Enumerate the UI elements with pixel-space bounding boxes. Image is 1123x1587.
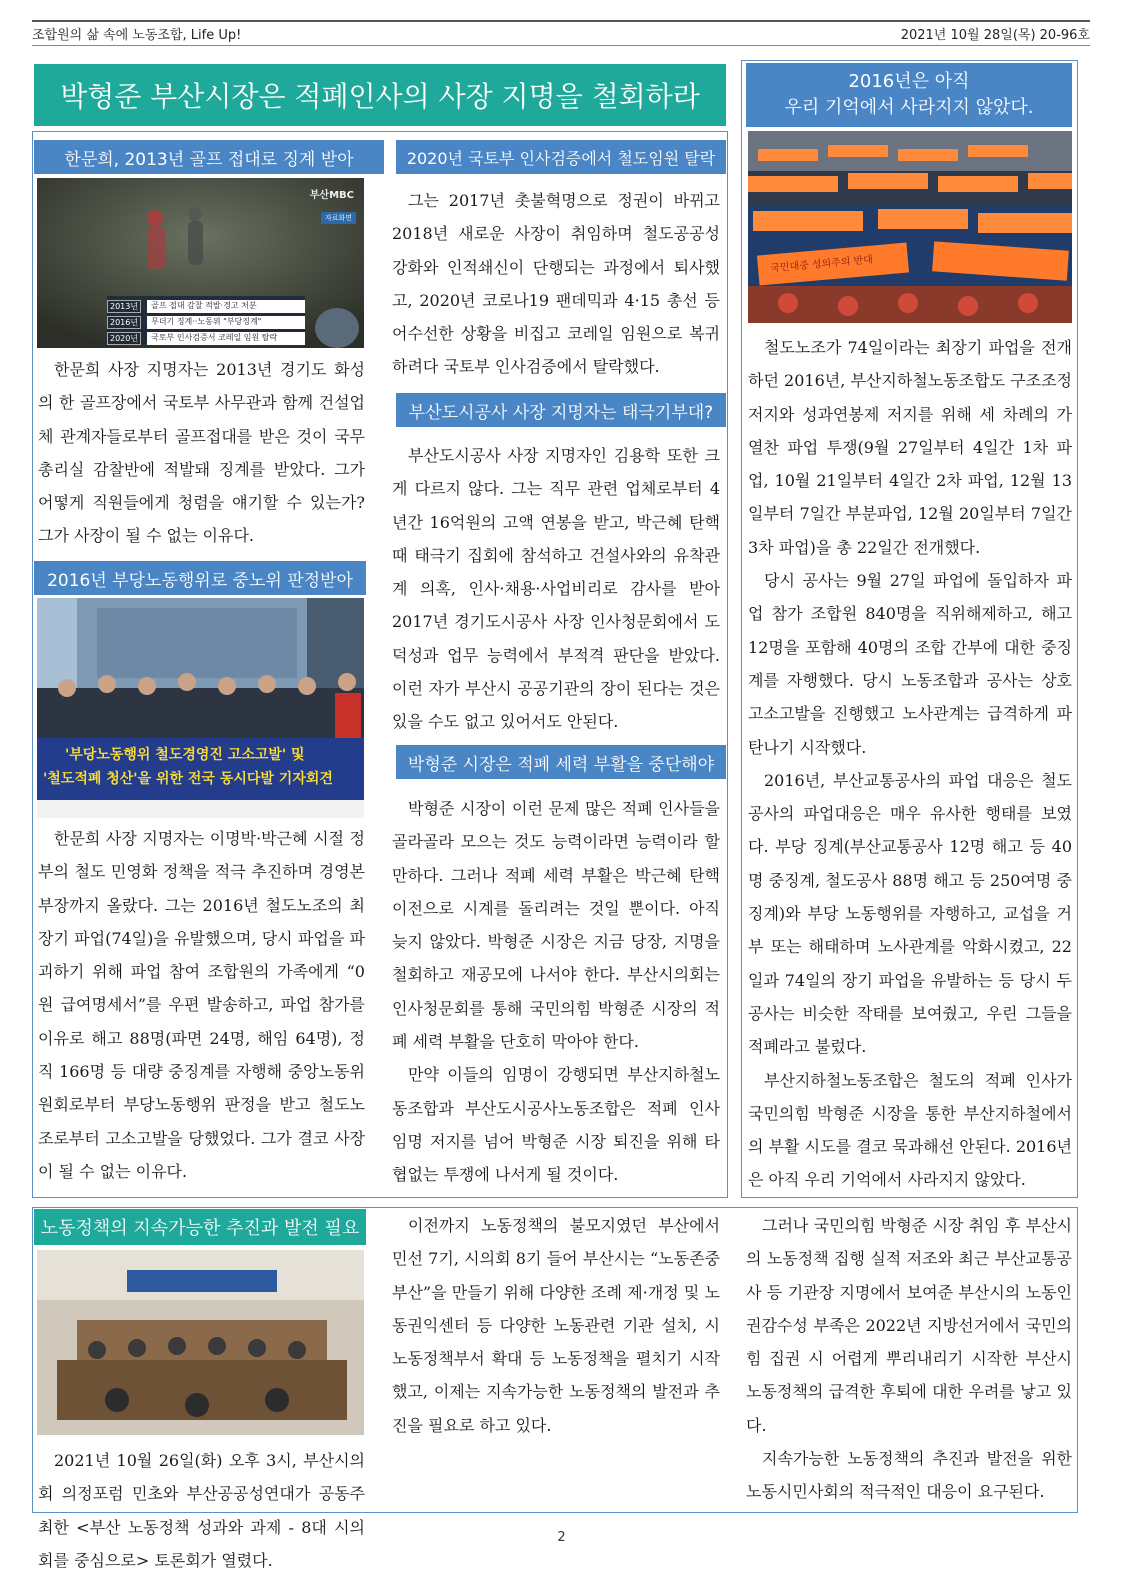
col2-article-urban-corp xyxy=(392,439,720,739)
paragraph: 부산도시공사 사장 지명자인 김용학 또한 크게 다르지 않다. 그는 직무 관련 업체로부터 4년간 16억원의 고액 연봉을 받고, 박근혜 탄핵 때 태극기 집회에 참석하고 건설사와의 유착관계 의혹, 인사·채용·사업비리로 감사를 받아 2017년 경기도시공사 사장 인사청문회에서 도덕성과 업무 능력에서 부적격 판단을 받았다. 이런 자가 부산시 공공기관의 장이 된다는 것은 있을 수도 없고 있어서도 안된다. xyxy=(392,446,720,732)
paragraph: 그러나 국민의힘 박형준 시장 취임 후 부산시의 노동정책 집행 실적 저조와 최근 부산교통공사 등 기관장 지명에서 보여준 부산시의 노동인권감수성 부족은 2022년 지방선거에서 국민의 힘 집권 시 어렵게 뿌리내리기 시작한 부산시 노동정책의 급격한 후퇴에 대한 우려를 낳고 있다. xyxy=(746,1216,1072,1435)
paragraph: 2021년 10월 26일(화) 오후 3시, 부산시의회 의정포럼 민초와 부산공공성연대가 공동주최한 <부산 노동정책 성과와 과제 - 8대 시의회를 중심으로> 토론회가 열렸다. xyxy=(38,1451,365,1570)
header-slogan: 조합원의 삶 속에 노동조합, Life Up! xyxy=(32,27,242,43)
caption-text: 골프 접대 감찰 적발·경고 처분 xyxy=(147,300,305,313)
col1-article-unfair-labor xyxy=(38,822,365,1188)
header-bottom-rule xyxy=(32,45,1090,46)
forum-photo xyxy=(37,1250,364,1435)
paragraph: 만약 이들의 임명이 강행되면 부산지하철노동조합과 부산도시공사노동조합은 적폐 인사 임명 저지를 넘어 박형준 시장 퇴진을 위해 타협없는 투쟁에 나서게 될 것이다. xyxy=(392,1065,720,1185)
bottom-heading-labor-policy: 노동정책의 지속가능한 추진과 발전 필요 xyxy=(34,1209,366,1245)
col3-heading-2016 xyxy=(746,63,1072,127)
bottom-article-col2 xyxy=(392,1209,720,1509)
caption-text: 국토부 인사검증서 코레일 임원 탈락 xyxy=(147,332,305,345)
press-conference-photo xyxy=(37,598,364,818)
paragraph: 박형준 시장이 이런 문제 많은 적폐 인사들을 골라골라 모으는 것도 능력이라면 능력이라 할 만하다. 그러나 적폐 세력 부활은 박근혜 탄핵 이전으로 시계를 돌리려는 것일 뿐이다. 아직 늦지 않았다. 박형준 시장은 지금 당장, 지명을 철회하고 재공모에 나서야 한다. 부산시의회는 인사청문회를 통해 국민의힘 박형준 시장의 적폐 세력 부활을 단호히 막아야 한다. xyxy=(392,799,720,1052)
mbc-logo: 부산MBC xyxy=(309,190,354,201)
header-issue-date: 2021년 10월 28일(목) 20-96호 xyxy=(900,27,1090,43)
caption-row xyxy=(107,300,305,313)
paragraph: 2016년, 부산교통공사의 파업 대응은 철도공사의 파업대응은 매우 유사한 행태를 보였다. 부당 징계(부산교통공사 12명 해고 등 40명 중징계, 철도공사 88명 해고 등 250여명 중징계)와 부당 노동행위를 자행하고, 교섭을 거부 또는 해태하며 노사관계를 악화시켰고, 22일과 74일의 장기 파업을 유발하는 등 당시 두 공사는 비슷한 작태를 보여줬고, 우린 그들을 적폐라고 불렀다. xyxy=(748,770,1072,1057)
paragraph: 한문희 사장 지명자는 이명박·박근혜 시절 정부의 철도 민영화 정책을 적극 추진하며 경영본부장까지 올랐다. 그는 2016년 철도노조의 최장기 파업(74일)을 유발했으며, 당시 파업을 파괴하기 위해 파업 참여 조합원의 가족에게 “0원 급여명세서”를 우편 발송하고, 파업 참가를 이유로 해고 88명(파면 24명, 해임 64명), 정직 166명 등 대량 중징계를 자행해 중앙노동위원회로부터 부당노동행위 판정을 받고 철도노조로부터 고소고발을 당했었다. 그가 결코 사장이 될 수 없는 이유다. xyxy=(38,829,365,1181)
col3-heading-line-1: 2016년은 아직 xyxy=(848,71,970,92)
caption-row xyxy=(107,316,305,329)
banner-line-2: '철도적폐 청산'을 위한 전국 동시다발 기자회견 xyxy=(43,771,333,787)
col1-heading-golf: 한문희, 2013년 골프 접대로 징계 받아 xyxy=(34,140,384,174)
bottom-article-col1 xyxy=(38,1444,365,1570)
col2-article-stop-revival xyxy=(392,792,720,1192)
paragraph: 부산지하철노동조합은 철도의 적폐 인사가 국민의힘 박형준 시장을 통한 부산지하철에서의 부활 시도를 결코 묵과해선 안된다. 2016년은 아직 우리 기억에서 사라지지 않았다. xyxy=(748,1070,1072,1190)
caption-text: 무더기 징계··노동위 "부당징계" xyxy=(147,316,305,329)
archive-tag: 자료화면 xyxy=(321,212,356,224)
paragraph: 철도노조가 74일이라는 최장기 파업을 전개하던 2016년, 부산지하철노동조합도 구조조정 저지와 성과연봉제 저지를 위해 세 차례의 가열찬 파업 투쟁(9월 27일부터 4일간 1차 파업, 10월 21일부터 4일간 2차 파업, 12월 13일부터 7일간 부분파업, 12월 20일부터 7일간 3차 파업)을 총 22일간 전개했다. xyxy=(748,338,1072,557)
col2-article-verification xyxy=(392,184,720,384)
paragraph: 지속가능한 노동정책의 추진과 발전을 위한 노동시민사회의 적극적인 대응이 요구된다. xyxy=(746,1449,1072,1502)
col3-heading-line-2: 우리 기억에서 사라지지 않았다. xyxy=(784,97,1034,118)
col1-heading-unfair-labor: 2016년 부당노동행위로 중노위 판정받아 xyxy=(34,561,366,595)
caption-year: 2020년 xyxy=(107,332,141,345)
col2-heading-urban-corp: 부산도시공사 사장 지명자는 태극기부대? xyxy=(396,393,726,427)
strike-rally-photo xyxy=(748,131,1072,323)
strike-rally-image xyxy=(748,131,1072,323)
caption-year: 2016년 xyxy=(107,316,141,329)
col2-heading-verification: 2020년 국토부 인사검증에서 철도임원 탈락 xyxy=(396,140,726,174)
rally-banner-text: 국민대중 성의주의 반대 xyxy=(769,254,874,275)
col3-article-2016 xyxy=(748,331,1072,1197)
caption-row xyxy=(107,332,305,345)
paragraph: 당시 공사는 9월 27일 파업에 돌입하자 파업 참가 조합원 840명을 직위해제하고, 해고 12명을 포함해 40명의 조합 간부에 대한 중징계를 자행했다. 당시 노동조합과 공사는 상호 고소고발을 진행했고 노사관계는 급격하게 파탄나기 시작했다. xyxy=(748,571,1072,757)
banner-line-1: '부당노동행위 철도경영진 고소고발' 및 xyxy=(65,747,305,763)
forum-meeting-image xyxy=(37,1250,364,1435)
newsletter-header xyxy=(32,22,1090,44)
paragraph: 그는 2017년 촛불혁명으로 정권이 바뀌고 2018년 새로운 사장이 취임하며 철도공공성 강화와 인적쇄신이 단행되는 과정에서 퇴사했고, 2020년 코로나19 팬데믹과 4·15 총선 등 어수선한 상황을 비집고 코레일 임원으로 복귀하려다 국토부 인사검증에서 탈락했다. xyxy=(392,191,720,377)
bottom-article-col3 xyxy=(746,1209,1072,1509)
news-caption-box xyxy=(107,300,305,345)
paragraph: 한문희 사장 지명자는 2013년 경기도 화성의 한 골프장에서 국토부 사무관과 함께 건설업체 관계자들로부터 골프접대를 받은 것이 국무총리실 감찰반에 적발돼 징계를 받았다. 그가 어떻게 직원들에게 청렴을 얘기할 수 있는가? 그가 사장이 될 수 없는 이유다. xyxy=(38,360,365,546)
col1-article-golf xyxy=(38,353,365,553)
main-headline: 박형준 부산시장은 적폐인사의 사장 지명을 철회하라 xyxy=(34,64,726,126)
paragraph: 이전까지 노동정책의 불모지였던 부산에서 민선 7기, 시의회 8기 들어 부산시는 “노동존중 부산”을 만들기 위해 다양한 조례 제·개정 및 노동권익센터 등 다양한 노동관련 기관 설치, 시 노동정책부서 확대 등 노동정책을 펼치기 시작했고, 이제는 지속가능한 노동정책의 발전과 추진을 필요로 하고 있다. xyxy=(392,1216,720,1435)
col2-heading-stop-revival: 박형준 시장은 적폐 세력 부활을 중단해야 xyxy=(396,745,726,779)
golf-news-photo xyxy=(37,178,364,348)
caption-year: 2013년 xyxy=(107,300,141,313)
page-number: 2 xyxy=(557,1530,566,1545)
